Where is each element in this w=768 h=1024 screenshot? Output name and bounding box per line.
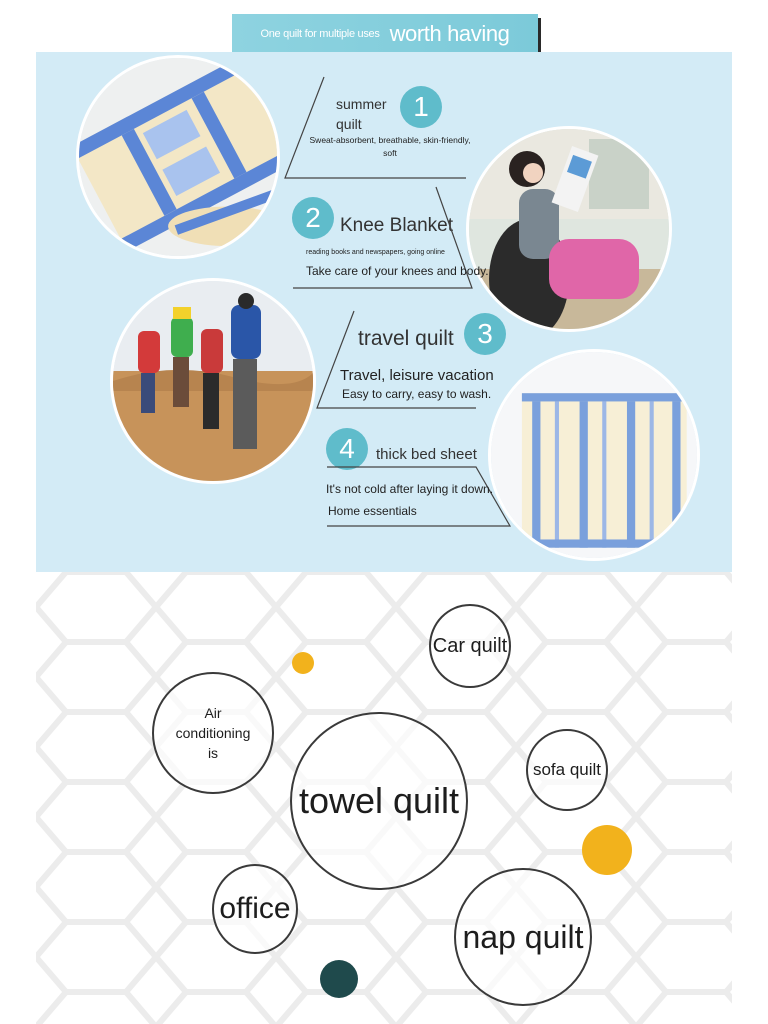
bubble-towel-quilt: towel quilt: [290, 712, 468, 890]
knee-blanket-image: [466, 126, 672, 332]
use-3-subtitle: Travel, leisure vacation: [340, 367, 494, 384]
use-4-subtitle: It's not cold after laying it down.: [326, 482, 494, 496]
use-2-detail: Take care of your knees and body.: [306, 264, 489, 278]
use-3-title: travel quilt: [358, 327, 454, 350]
usage-bubbles-section: [36, 572, 732, 1024]
use-4-detail: Home essentials: [328, 504, 417, 518]
uses-panel: [36, 52, 732, 572]
use-3-detail: Easy to carry, easy to wash.: [342, 387, 492, 401]
bubble-car-quilt: Car quilt: [429, 604, 511, 688]
use-3-number: 3: [464, 313, 506, 355]
bubble-sofa-quilt: sofa quilt: [526, 729, 608, 811]
header-banner: [232, 14, 538, 54]
header-big-text: worth having: [389, 21, 510, 46]
yellow-dot-large: [582, 825, 632, 875]
use-1-number: 1: [400, 86, 442, 128]
pointer-line-4: [326, 466, 512, 528]
use-4-number: 4: [326, 428, 368, 470]
bubble-nap-quilt: nap quilt: [454, 868, 592, 1006]
teal-dot: [320, 960, 358, 998]
use-1-subtitle: Sweat-absorbent, breathable, skin-friendly, soft: [309, 135, 471, 158]
header-small-text: One quilt for multiple uses: [260, 28, 380, 40]
use-2-number: 2: [292, 197, 334, 239]
bubble-office: office: [212, 864, 298, 954]
use-1-title: summer quilt: [336, 96, 387, 132]
use-4-title: thick bed sheet: [376, 446, 477, 463]
use-2-subtitle: reading books and newspapers, going online: [306, 249, 445, 256]
bed-sheet-image: [488, 349, 700, 561]
use-2-title: Knee Blanket: [340, 215, 454, 236]
folded-quilt-image: [76, 55, 280, 259]
travel-hikers-image: [110, 278, 316, 484]
yellow-dot-small: [292, 652, 314, 674]
bubble-air-conditioning: Air conditioning is: [152, 672, 274, 794]
